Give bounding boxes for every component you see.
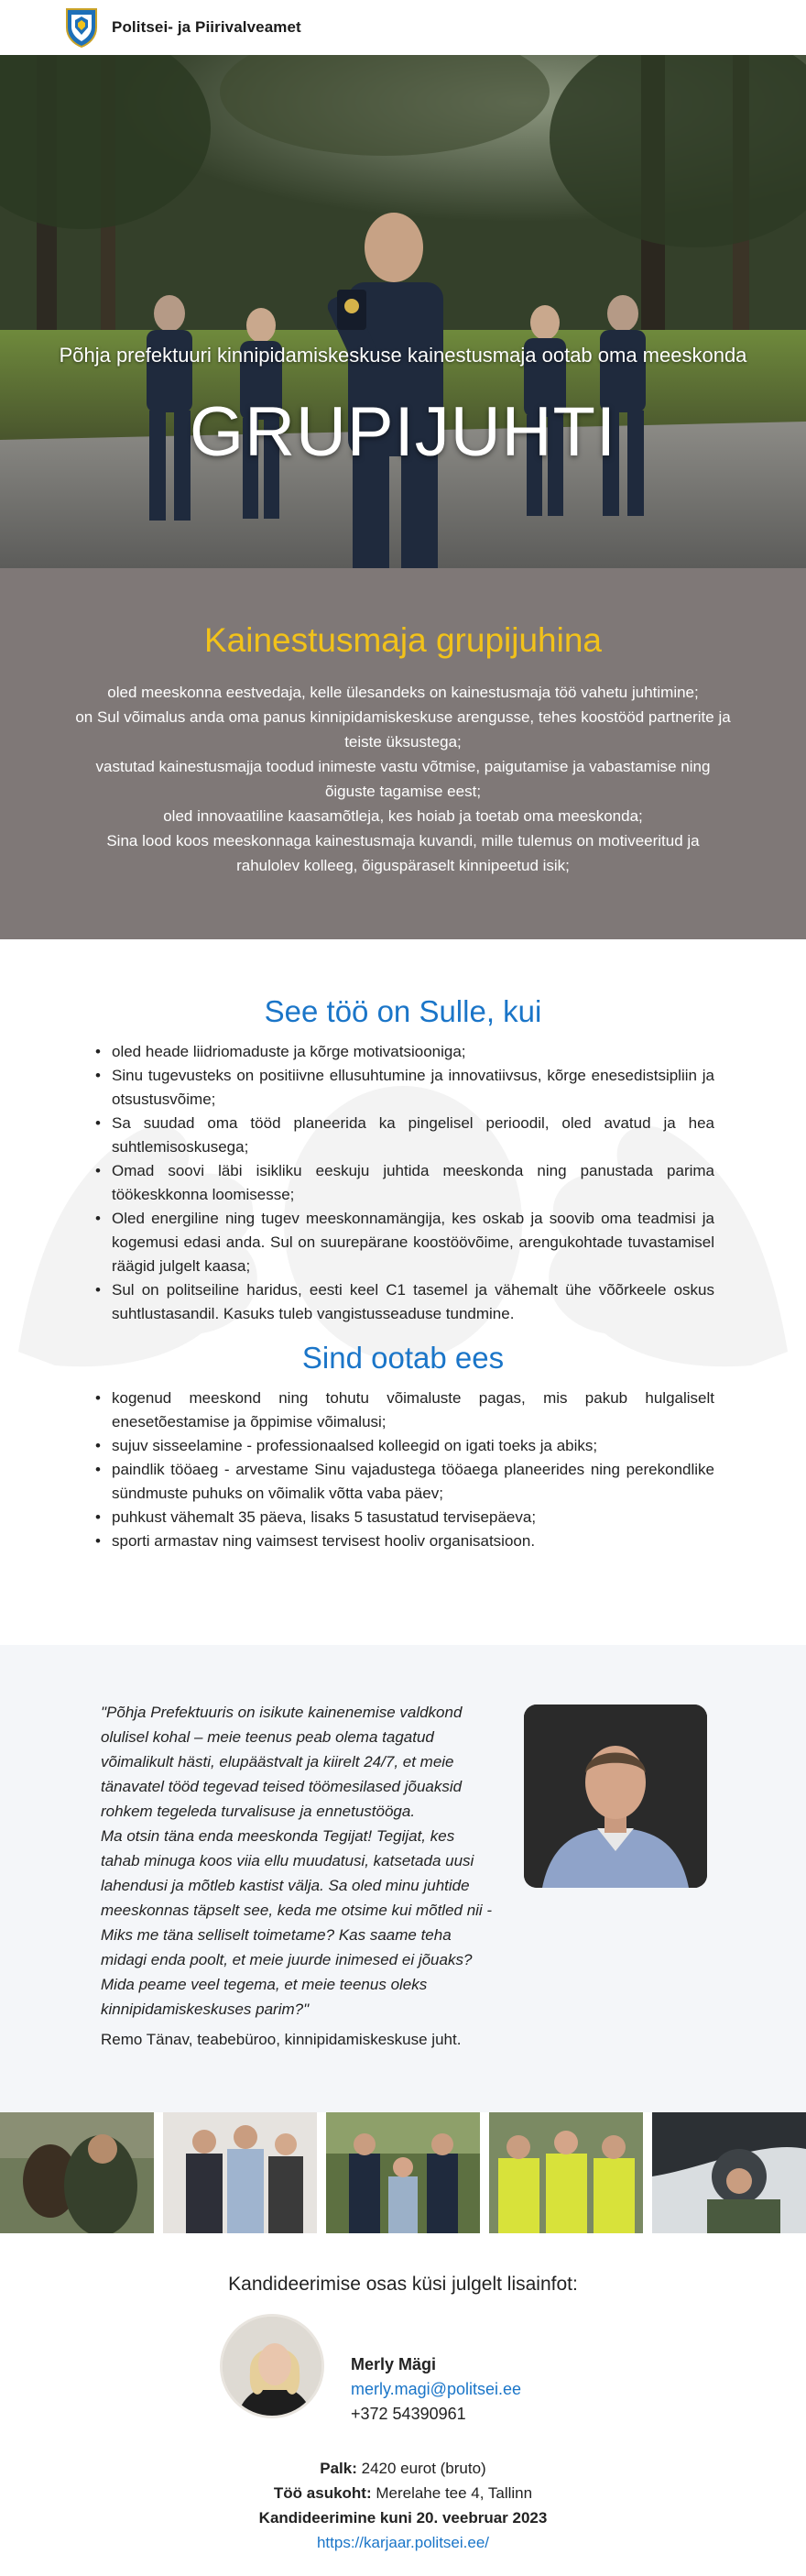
quote-text — [101, 1700, 495, 2022]
intro-line: on Sul võimalus anda oma panus kinnipidamiskeskuse arengusse, tehes koostööd partnerite ja teiste üksustega; — [75, 708, 731, 751]
intro-heading: Kainestusmaja grupijuhina — [204, 621, 602, 659]
photo-officers-in-vests — [489, 2112, 643, 2233]
quote-section — [0, 1645, 806, 2112]
location-line — [0, 2481, 806, 2505]
contact-email-link[interactable]: merly.magi@politsei.ee — [351, 2380, 522, 2398]
contact-section — [0, 2233, 806, 2555]
career-link[interactable]: https://karjaar.politsei.ee/ — [316, 2534, 490, 2551]
requirements-heading: See töö on Sulle, kui — [264, 994, 542, 1028]
list-item: • Sinu tugevusteks on positiivne ellusuhtumine ja innovatiivsus, kõrge enesedistsipliin ja otsustusvõime; — [92, 1064, 714, 1112]
quote-paragraph: Ma otsin täna enda meeskonda Tegijat! Tegijat, kes tahab minuga koos viia ellu muudatusi, katsetada uusi lahendusi ja mõtleb kastist välja. Sa oled minu juhtide meeskonnas täpselt see, keda me otsime kui mõtled nii - Miks me täna selliselt toimetame? Kas saame teha midagi enda poolt, et meie juurde inimesed ei jõuaks? Mida peame veel tegema, et meie teenus oleks kinnipidamiskeskuses parim?" — [101, 1827, 493, 2018]
list-item: • Omad soovi läbi isikliku eeskuju juhtida meeskonda ning panustada parima töökeskkonna loomisesse; — [92, 1159, 714, 1207]
quote-author-portrait — [524, 1705, 707, 1888]
hero-subtitle: Põhja prefektuuri kinnipidamiskeskuse kainestusmaja ootab oma meeskonda — [59, 344, 747, 367]
photo-office-team — [163, 2112, 317, 2233]
avatar — [220, 2314, 324, 2418]
deadline-line — [0, 2505, 806, 2530]
photo-strip — [0, 2112, 806, 2233]
list-item: • oled heade liidriomaduste ja kõrge motivatsiooniga; — [92, 1040, 714, 1064]
quote-author: Remo Tänav, teabebüroo, kinnipidamiskeskuse juht. — [101, 2031, 462, 2048]
offer-list — [92, 1387, 714, 1553]
location-label: Töö asukoht: — [273, 2484, 372, 2502]
brand-name[interactable]: Politsei- ja Piirivalveamet — [112, 18, 301, 36]
intro-line: vastutad kainestusmajja toodud inimeste vastu võtmise, paigutamise ja vabastamise ning õiguste tagamise eest; — [95, 758, 711, 800]
photo-dog-handler — [0, 2112, 154, 2233]
quote-paragraph: "Põhja Prefektuuris on isikute kainenemise valdkond olulisel kohal – meie teenus peab olema tagatud võimalikult hästi, elupäästvalt ja kiirelt 24/7, et meie tänavatel tööd tegevad teised töömesilased jõuaksid rohkem tegeleda turvalisuse ja ennetustööga. — [101, 1704, 463, 1820]
site-header — [0, 0, 806, 55]
photo-helicopter-pilot — [652, 2112, 806, 2233]
list-item: • sporti armastav ning vaimsest tervisest hooliv organisatsioon. — [92, 1529, 714, 1553]
list-item: • kogenud meeskond ning tohutu võimaluste pagas, mis pakub hulgaliselt enesetõestamise ja õppimise võimalusi; — [92, 1387, 714, 1434]
list-item: • Oled energiline ning tugev meeskonnamängija, kes oskab ja soovib oma teadmisi ja kogemusi edasi anda. Sul on suurepärane koostöövõime, arengukohtade tuvastamisel räägid julgelt kaasa; — [92, 1207, 714, 1278]
intro-line: oled innovaatiline kaasamõtleja, kes hoiab ja toetab oma meeskonda; — [163, 807, 643, 825]
contact-person — [0, 2314, 806, 2426]
intro-line: oled meeskonna eestvedaja, kelle ülesandeks on kainestusmaja töö vahetu juhtimine; — [107, 684, 699, 701]
contact-name: Merly Mägi — [351, 2355, 437, 2373]
list-item: • paindlik tööaeg - arvestame Sinu vajadustega tööaega planeerides ning perekondlike sündmuste puhuks on võimalik võtta vaba päev; — [92, 1458, 714, 1506]
location-value: Merelahe tee 4, Tallinn — [371, 2484, 533, 2502]
salary-line — [0, 2456, 806, 2481]
intro-line: Sina lood koos meeskonnaga kainestusmaja kuvandi, mille tulemus on motiveeritud ja rahulolev kolleeg, õiguspäraselt kinnipeetud isik; — [106, 832, 700, 874]
hero-photo — [0, 55, 806, 568]
list-item: • puhkust vähemalt 35 päeva, lisaks 5 tasustatud tervisepäeva; — [92, 1506, 714, 1529]
intro-text — [73, 680, 733, 878]
contact-phone[interactable]: +372 54390961 — [351, 2405, 466, 2423]
requirements-section — [0, 939, 806, 1645]
contact-info — [351, 2352, 521, 2427]
hero-banner — [0, 55, 806, 568]
hero-title: GRUPIJUHTI — [190, 393, 616, 471]
photo-officers-with-child — [326, 2112, 480, 2233]
job-details — [0, 2456, 806, 2555]
deadline: Kandideerimine kuni 20. veebruar 2023 — [258, 2509, 548, 2527]
salary-value: 2420 eurot (bruto) — [356, 2460, 486, 2477]
requirements-list — [92, 1040, 714, 1326]
list-item: • Sul on politseiline haridus, eesti keel C1 tasemel ja vähemalt ühe võõrkeele oskus suhtlustasandil. Kasuks tuleb vangistusseaduse tundmine. — [92, 1278, 714, 1326]
offer-heading: Sind ootab ees — [301, 1341, 505, 1375]
list-item: • sujuv sisseelamine - professionaalsed kolleegid on igati toeks ja abiks; — [92, 1434, 714, 1458]
salary-label: Palk: — [320, 2460, 357, 2477]
ppa-shield-logo-icon[interactable] — [64, 7, 99, 48]
contact-title: Kandideerimise osas küsi julgelt lisainfot: — [228, 2274, 578, 2295]
list-item: • Sa suudad oma tööd planeerida ka pingelisel perioodil, oled avatud ja hea suhtlemisoskusega; — [92, 1112, 714, 1159]
intro-section — [0, 568, 806, 939]
